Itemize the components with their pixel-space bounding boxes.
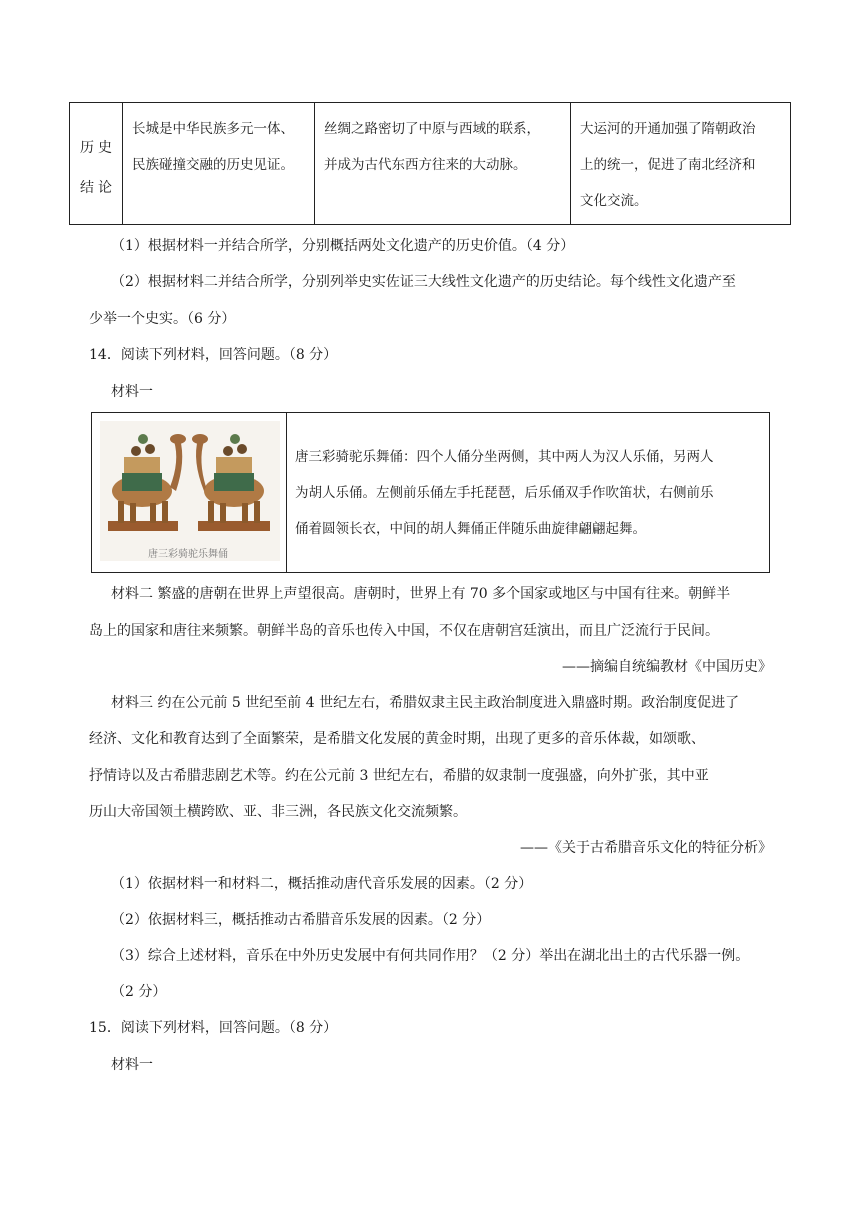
conclusion-table (69, 102, 791, 225)
label-line-2: 结论 (80, 180, 116, 196)
material2-line2: 岛上的国家和唐往来频繁。朝鲜半岛的音乐也传入中国，不仅在唐朝宫廷演出，而且广泛流行于民间。 (89, 623, 719, 639)
q13-sub2-line1: （2）根据材料二并结合所学，分别列举史实佐证三大线性文化遗产的历史结论。每个线性文化遗产至 (111, 274, 736, 290)
material3-source: ——《关于古希腊音乐文化的特征分析》 (520, 840, 772, 856)
material3-line2: 经济、文化和教育达到了全面繁荣，是希腊文化发展的黄金时期，出现了更多的音乐体裁，如颂歌、 (89, 731, 705, 747)
q13-sub1: （1）根据材料一并结合所学，分别概括两处文化遗产的历史价值。（4 分） (111, 238, 575, 254)
material2-source: ——摘编自统编教材《中国历史》 (562, 659, 772, 675)
grand-canal-conclusion: 大运河的开通加强了隋朝政治 上的统一，促进了南北经济和 文化交流。 (580, 121, 756, 209)
camel-figurine-image (100, 421, 280, 561)
q14-material1-label: 材料一 (111, 384, 153, 400)
q14-sub3: （3）综合上述材料，音乐在中外历史发展中有何共同作用？（2 分）举出在湖北出土的古代乐器一例。 (111, 948, 750, 964)
material3-line4: 历山大帝国领土横跨欧、亚、非三洲，各民族文化交流频繁。 (89, 804, 467, 820)
material3-line1: 材料三 约在公元前 5 世纪至前 4 世纪左右，希腊奴隶主民主政治制度进入鼎盛时期。政治制度促进了 (111, 695, 740, 711)
image-caption: 唐三彩骑驼乐舞俑 (148, 549, 228, 560)
q13-sub2-line2: 少举一个史实。（6 分） (89, 311, 236, 327)
material1-text: 唐三彩骑驼乐舞俑：四个人俑分坐两侧，其中两人为汉人乐俑，另两人 为胡人乐俑。左侧前乐俑左手托琵琶，后乐俑双手作吹笛状，右侧前乐 俑着圆领长衣，中间的胡人舞俑正伴随乐曲旋律翩翩起舞。 (295, 449, 714, 537)
table-row-label (70, 103, 122, 224)
great-wall-conclusion: 长城是中华民族多元一体、 民族碰撞交融的历史见证。 (132, 121, 294, 173)
label-line-1: 历史 (80, 140, 116, 156)
material1-table (91, 412, 770, 573)
q14-sub3-tail: （2 分） (111, 984, 167, 1000)
q14-sub1: （1）依据材料一和材料二，概括推动唐代音乐发展的因素。（2 分） (111, 876, 533, 892)
q15-material1-label: 材料一 (111, 1057, 153, 1073)
q14-sub2: （2）依据材料三，概括推动古希腊音乐发展的因素。（2 分） (111, 912, 491, 928)
q14-heading: 14．阅读下列材料，回答问题。（8 分） (89, 347, 338, 363)
q15-heading: 15．阅读下列材料，回答问题。（8 分） (89, 1020, 338, 1036)
material3-line3: 抒情诗以及古希腊悲剧艺术等。约在公元前 3 世纪左右，希腊的奴隶制一度强盛，向外扩张，其中亚 (89, 768, 709, 784)
material2-line1: 材料二 繁盛的唐朝在世界上声望很高。唐朝时，世界上有 70 多个国家或地区与中国有往来。朝鲜半 (111, 586, 731, 602)
silk-road-conclusion: 丝绸之路密切了中原与西域的联系， 并成为古代东西方往来的大动脉。 (324, 121, 540, 173)
